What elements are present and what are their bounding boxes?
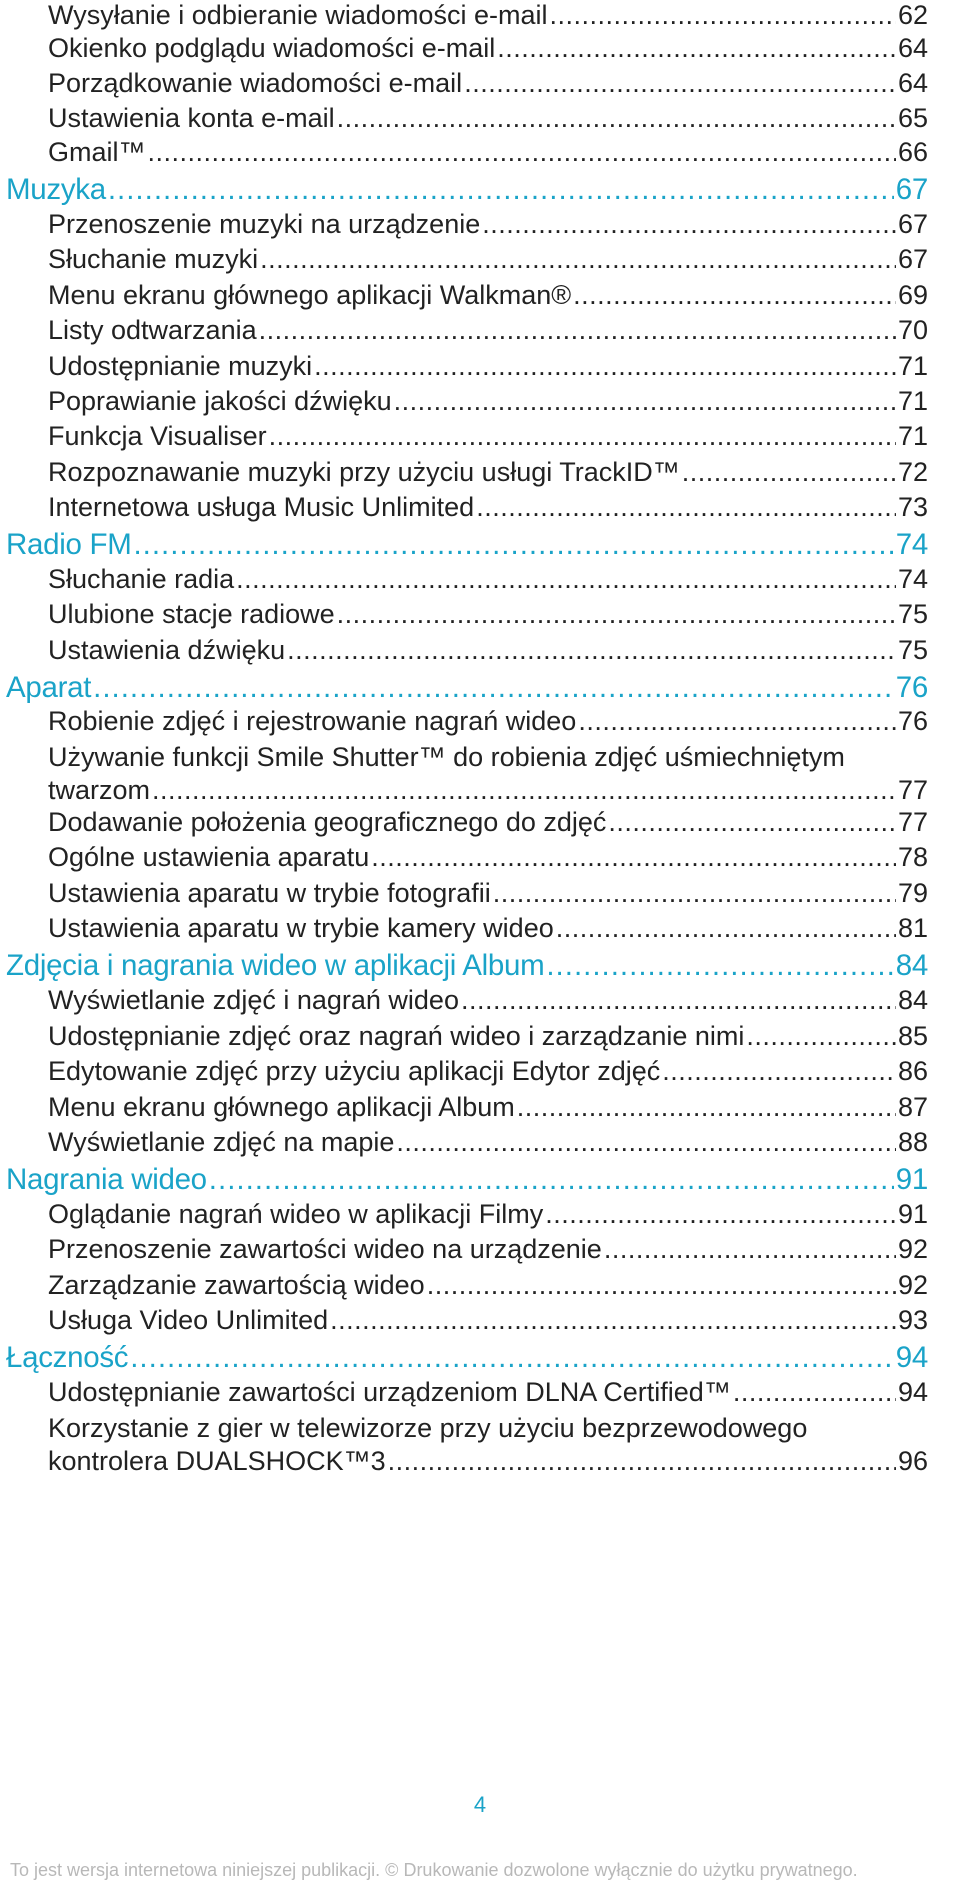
toc-entry-title: Udostępnianie muzyki [48, 351, 313, 381]
toc-entry[interactable] [48, 1234, 928, 1265]
dot-leader [337, 599, 896, 630]
toc-entry-title: Ogólne ustawienia aparatu [48, 842, 370, 872]
toc-entry-title: Menu ekranu głównego aplikacji Album [48, 1092, 515, 1122]
toc-entry-page: 67 [897, 209, 928, 239]
toc-entry-page: 71 [897, 421, 928, 451]
dot-leader [427, 1270, 896, 1301]
dot-leader [497, 33, 896, 64]
toc-chapter-entry[interactable] [6, 949, 928, 983]
dot-leader [371, 842, 896, 873]
toc-entry-title: Wyświetlanie zdjęć i nagrań wideo [48, 985, 459, 1015]
toc-entry-title: Poprawianie jakości dźwięku [48, 386, 392, 416]
toc-entry[interactable] [48, 1377, 928, 1408]
dot-leader [287, 635, 896, 666]
toc-entry[interactable] [48, 0, 928, 31]
toc-entry[interactable] [48, 1199, 928, 1230]
dot-leader [314, 351, 896, 382]
dot-leader [546, 949, 893, 983]
toc-entry-title: Udostępnianie zdjęć oraz nagrań wideo i zarządzanie nimi [48, 1021, 745, 1051]
toc-entry-title: Listy odtwarzania [48, 315, 257, 345]
toc-entry[interactable] [48, 244, 928, 275]
toc-entry-title: Słuchanie radia [48, 564, 235, 594]
toc-chapter-entry[interactable] [6, 528, 928, 562]
toc-entry-page: 84 [897, 985, 928, 1015]
toc-entry[interactable] [48, 742, 928, 806]
toc-entry[interactable] [48, 280, 928, 311]
toc-entry-title: Edytowanie zdjęć przy użyciu aplikacji Edytor zdjęć [48, 1056, 661, 1086]
dot-leader [549, 0, 895, 31]
toc-entry-page: 76 [895, 671, 928, 704]
toc-entry-page: 85 [897, 1021, 928, 1051]
toc-entry-title: Ustawienia aparatu w trybie kamery wideo [48, 913, 554, 943]
dot-leader [93, 671, 894, 705]
toc-entry[interactable] [48, 985, 928, 1016]
toc-entry-page: 87 [897, 1092, 928, 1122]
dot-leader [108, 173, 894, 207]
toc-entry-page: 91 [895, 1163, 928, 1196]
toc-entry-title: Aparat [6, 671, 92, 704]
toc-entry-page: 71 [897, 386, 928, 416]
dot-leader [461, 985, 896, 1016]
toc-entry-page: 92 [897, 1234, 928, 1264]
toc-entry-page: 77 [897, 775, 928, 805]
toc-entry[interactable] [48, 137, 928, 168]
toc-entry[interactable] [48, 878, 928, 909]
toc-entry-page: 75 [897, 635, 928, 665]
toc-entry-page: 84 [895, 949, 928, 982]
toc-entry-title: Usługa Video Unlimited [48, 1305, 329, 1335]
toc-entry-page: 74 [895, 528, 928, 561]
dot-leader [464, 68, 896, 99]
toc-entry-title: Słuchanie muzyki [48, 244, 259, 274]
toc-entry-title: Funkcja Visualiser [48, 421, 267, 451]
toc-entry-page: 76 [897, 706, 928, 736]
toc-entry[interactable] [48, 1413, 928, 1477]
dot-leader [573, 280, 896, 311]
dot-leader [545, 1199, 896, 1230]
toc-entry-page: 73 [897, 492, 928, 522]
toc-entry[interactable] [48, 564, 928, 595]
toc-entry[interactable] [48, 1127, 928, 1158]
toc-entry-page: 64 [897, 68, 928, 98]
toc-entry[interactable] [48, 386, 928, 417]
dot-leader [604, 1234, 896, 1265]
toc-entry-title: Wyświetlanie zdjęć na mapie [48, 1127, 395, 1157]
dot-leader [482, 209, 896, 240]
dot-leader [337, 103, 896, 134]
toc-entry-page: 81 [897, 913, 928, 943]
dot-leader [130, 1341, 894, 1375]
toc-entry[interactable] [48, 706, 928, 737]
dot-leader [517, 1092, 896, 1123]
toc-entry[interactable] [48, 1270, 928, 1301]
toc-entry[interactable] [48, 209, 928, 240]
toc-entry-title: Menu ekranu głównego aplikacji Walkman® [48, 280, 572, 310]
dot-leader [269, 421, 896, 452]
dot-leader [236, 564, 896, 595]
toc-entry[interactable] [48, 807, 928, 838]
toc-entry-page: 94 [895, 1341, 928, 1374]
toc-entry-title: Ustawienia konta e-mail [48, 103, 335, 133]
toc-entry[interactable] [48, 599, 928, 630]
toc-entry-page: 64 [897, 33, 928, 63]
toc-entry-title: Zdjęcia i nagrania wideo w aplikacji Album [6, 949, 545, 982]
dot-leader [330, 1305, 896, 1336]
toc-chapter-entry[interactable] [6, 1163, 928, 1197]
toc-entry-page: 74 [897, 564, 928, 594]
toc-entry-page: 62 [897, 0, 928, 30]
toc-entry[interactable] [48, 315, 928, 346]
toc-entry-page: 79 [897, 878, 928, 908]
dot-leader [733, 1377, 896, 1408]
toc-entry-page: 66 [897, 137, 928, 167]
dot-leader [578, 706, 896, 737]
toc-entry-page: 88 [897, 1127, 928, 1157]
dot-leader [493, 878, 896, 909]
toc-entry-page: 69 [897, 280, 928, 310]
toc-entry-title: Przenoszenie muzyki na urządzenie [48, 209, 481, 239]
toc-entry-page: 77 [897, 807, 928, 837]
toc-entry-title: twarzom [48, 775, 151, 805]
toc-entry[interactable] [48, 421, 928, 452]
toc-entry-title: Robienie zdjęć i rejestrowanie nagrań wideo [48, 706, 577, 736]
dot-leader [662, 1056, 896, 1087]
toc-entry-page: 86 [897, 1056, 928, 1086]
toc-entry-page: 75 [897, 599, 928, 629]
dot-leader [396, 1127, 896, 1158]
toc-entry-title-line: Korzystanie z gier w telewizorze przy użyciu bezprzewodowego [48, 1413, 808, 1443]
toc-entry-title: Ulubione stacje radiowe [48, 599, 335, 629]
toc-entry-page: 65 [897, 103, 928, 133]
dot-leader [746, 1021, 896, 1052]
toc-entry-page: 67 [895, 173, 928, 206]
toc-entry[interactable] [48, 1056, 928, 1087]
toc-entry-title: Gmail™ [48, 137, 146, 167]
toc-entry[interactable] [48, 33, 928, 64]
toc-entry-title: Oglądanie nagrań wideo w aplikacji Filmy [48, 1199, 544, 1229]
toc-entry[interactable] [48, 457, 928, 488]
page-number: 4 [473, 1792, 487, 1817]
toc-entry-title: Ustawienia dźwięku [48, 635, 286, 665]
toc-entry-title-line: Używanie funkcji Smile Shutter™ do robienia zdjęć uśmiechniętym [48, 742, 845, 772]
toc-entry-page: 91 [897, 1199, 928, 1229]
toc-entry-page: 67 [897, 244, 928, 274]
toc-entry[interactable] [48, 103, 928, 134]
footer-note: To jest wersja internetowa niniejszej publikacji. © Drukowanie dozwolone wyłącznie do użytku prywatnego. [10, 1860, 858, 1880]
toc-entry-title: Przenoszenie zawartości wideo na urządzenie [48, 1234, 602, 1264]
toc-entry[interactable] [48, 913, 928, 944]
toc-entry-page: 78 [897, 842, 928, 872]
toc-entry-page: 72 [897, 457, 928, 487]
toc-entry-title: Zarządzanie zawartością wideo [48, 1270, 425, 1300]
toc-entry-title: Porządkowanie wiadomości e-mail [48, 68, 463, 98]
dot-leader [152, 775, 896, 806]
toc-entry-title: Nagrania wideo [6, 1163, 207, 1196]
toc-entry-page: 71 [897, 351, 928, 381]
toc-entry-title: Udostępnianie zawartości urządzeniom DLNA Certified™ [48, 1377, 731, 1407]
toc-entry[interactable] [48, 492, 928, 523]
toc-entry-title: kontrolera DUALSHOCK™3 [48, 1446, 386, 1476]
toc-entry-title: Łączność [6, 1341, 129, 1374]
toc-entry-page: 70 [897, 315, 928, 345]
toc-entry[interactable] [48, 1305, 928, 1336]
toc-entry[interactable] [48, 1092, 928, 1123]
toc-entry-title: Radio FM [6, 528, 132, 561]
toc-entry-title: Muzyka [6, 173, 106, 206]
toc-entry-title: Dodawanie położenia geograficznego do zdjęć [48, 807, 607, 837]
toc-entry[interactable] [48, 351, 928, 382]
dot-leader [394, 386, 896, 417]
toc-entry-page: 96 [897, 1446, 928, 1476]
dot-leader [260, 244, 896, 275]
toc-entry-page: 94 [897, 1377, 928, 1407]
toc-entry-title: Internetowa usługa Music Unlimited [48, 492, 475, 522]
toc-entry-title: Okienko podglądu wiadomości e-mail [48, 33, 496, 63]
dot-leader [209, 1163, 894, 1197]
toc-entry-title: Wysyłanie i odbieranie wiadomości e-mail [48, 0, 548, 30]
dot-leader [148, 137, 896, 168]
toc-entry-page: 93 [897, 1305, 928, 1335]
toc-entry-page: 92 [897, 1270, 928, 1300]
toc-chapter-entry[interactable] [6, 671, 928, 705]
toc-chapter-entry[interactable] [6, 173, 928, 207]
toc-entry[interactable] [48, 68, 928, 99]
dot-leader [682, 457, 896, 488]
dot-leader [556, 913, 896, 944]
dot-leader [388, 1446, 896, 1477]
toc-chapter-entry[interactable] [6, 1341, 928, 1375]
dot-leader [608, 807, 896, 838]
toc-entry[interactable] [48, 635, 928, 666]
dot-leader [476, 492, 896, 523]
dot-leader [133, 528, 893, 562]
dot-leader [259, 315, 896, 346]
toc-entry-title: Rozpoznawanie muzyki przy użyciu usługi TrackID™ [48, 457, 680, 487]
toc-entry[interactable] [48, 842, 928, 873]
toc-entry[interactable] [48, 1021, 928, 1052]
toc-entry-title: Ustawienia aparatu w trybie fotografii [48, 878, 491, 908]
